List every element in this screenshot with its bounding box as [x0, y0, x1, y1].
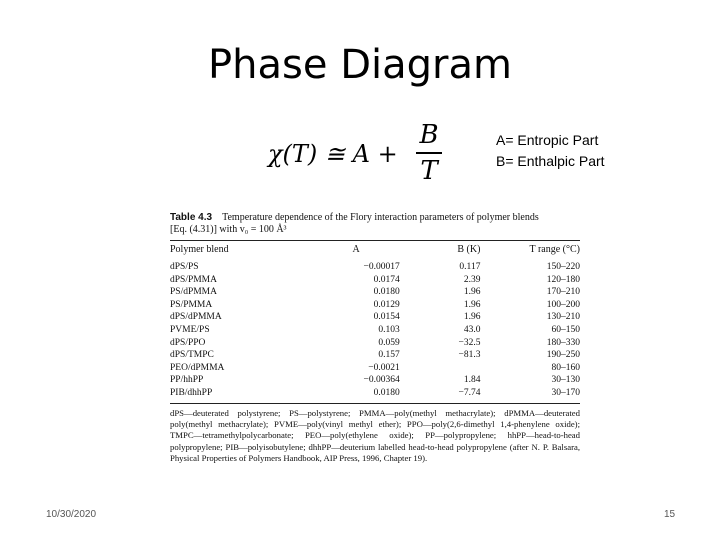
table-row [170, 258, 580, 274]
cell-a: −0.00364 [363, 375, 400, 386]
fraction-bar [416, 152, 442, 154]
flory-table [170, 241, 580, 400]
cell-a: 0.0129 [373, 299, 400, 310]
table-row [170, 324, 580, 337]
cell-t-range: 30–130 [551, 375, 580, 386]
cell-blend: dPS/PS [170, 262, 199, 272]
table-row [170, 286, 580, 299]
cell-blend: dPS/TMPC [170, 350, 214, 361]
cell-t-range: 120–180 [546, 274, 580, 285]
cell-b: 1.96 [463, 287, 481, 298]
cell-a: 0.103 [378, 324, 400, 335]
cell-b: −81.3 [458, 350, 481, 361]
cell-t-range: 100–200 [546, 299, 580, 310]
table-row [170, 311, 580, 324]
cell-a: 0.0154 [373, 312, 400, 323]
cell-b: −7.74 [458, 387, 481, 398]
slide-title: Phase Diagram [208, 42, 512, 88]
definition-b: B= Enthalpic Part [496, 153, 605, 169]
table-row [170, 374, 580, 387]
cell-a: 0.0180 [373, 387, 400, 398]
cell-a: 0.0174 [373, 274, 400, 285]
header-b: B (K) [457, 244, 481, 255]
table-row [170, 299, 580, 312]
cell-blend: PP/hhPP [170, 375, 204, 386]
cell-b: 1.84 [463, 375, 481, 386]
cell-a: −0.00017 [363, 262, 400, 272]
cell-t-range: 80–160 [551, 362, 580, 373]
equation-fraction [416, 120, 442, 186]
table-caption [170, 212, 580, 236]
table-bottom-rule [170, 403, 580, 404]
flory-equation [268, 120, 448, 190]
cell-a: 0.059 [378, 337, 400, 348]
cell-t-range: 170–210 [546, 287, 580, 298]
cell-t-range: 180–330 [546, 337, 580, 348]
header-t: T range (°C) [529, 244, 580, 255]
cell-blend: dPS/PMMA [170, 274, 217, 285]
table-label: Table 4.3 [170, 212, 213, 223]
cell-a: −0.0021 [368, 362, 400, 373]
cell-blend: PIB/dhhPP [170, 387, 213, 398]
caption-line-2: [Eq. (4.31)] with v₀ = 100 Å³ [170, 224, 287, 235]
cell-blend: PS/PMMA [170, 299, 213, 310]
table-row [170, 337, 580, 350]
table-row [170, 387, 580, 400]
cell-b: 1.96 [463, 299, 481, 310]
definitions [496, 130, 605, 172]
equation-numerator: B [419, 120, 439, 150]
cell-b: 43.0 [463, 324, 481, 335]
header-a: A [352, 244, 360, 255]
header-blend: Polymer blend [170, 244, 229, 255]
cell-b [400, 362, 481, 375]
cell-a: 0.157 [378, 350, 400, 361]
table-header-row [170, 241, 580, 258]
equation-denominator: T [420, 156, 438, 186]
equation-lhs: χ(T) ≅ A + [268, 140, 398, 168]
cell-a: 0.0180 [373, 287, 400, 298]
cell-t-range: 60–150 [551, 324, 580, 335]
cell-blend: dPS/dPMMA [170, 312, 222, 323]
cell-blend: dPS/PPO [170, 337, 206, 348]
cell-t-range: 190–250 [546, 350, 580, 361]
cell-t-range: 30–170 [551, 387, 580, 398]
cell-blend: PVME/PS [170, 324, 210, 335]
page-number: 15 [664, 509, 676, 520]
cell-t-range: 150–220 [546, 262, 580, 272]
definition-a: A= Entropic Part [496, 132, 599, 148]
cell-t-range: 130–210 [546, 312, 580, 323]
caption-line-1: Temperature dependence of the Flory interaction parameters of polymer blends [222, 212, 539, 223]
table-row [170, 349, 580, 362]
footer-date: 10/30/2020 [46, 509, 97, 520]
cell-blend: PEO/dPMMA [170, 362, 225, 373]
cell-blend: PS/dPMMA [170, 287, 217, 298]
cell-b: 0.117 [459, 262, 481, 272]
table-body [170, 258, 580, 400]
table-row [170, 274, 580, 287]
table-row [170, 362, 580, 375]
cell-b: −32.5 [458, 337, 481, 348]
cell-b: 2.39 [463, 274, 481, 285]
table-footnote: dPS—deuterated polystyrene; PS—polystyrene; PMMA—poly(methyl methacrylate); dPMMA—deuterated poly(methyl methacrylate); PVME—poly(vinyl methyl ether); PPO—poly(2,6-dimethyl 1,4-phenylene oxide); TMPC—tetramethylpolycarbonate; PEO—poly(ethylene oxide); PP—polypropylene; hhPP—head-to-head polypropylene; PIB—polyisobutylene; dhhPP—deuterium labelled head-to-head polypropylene (after N. P. Balsara, Physical Properties of Polymers Handbook, AIP Press, 1996, Chapter 19). [170, 407, 580, 464]
table-figure [170, 212, 580, 465]
cell-b: 1.96 [463, 312, 481, 323]
